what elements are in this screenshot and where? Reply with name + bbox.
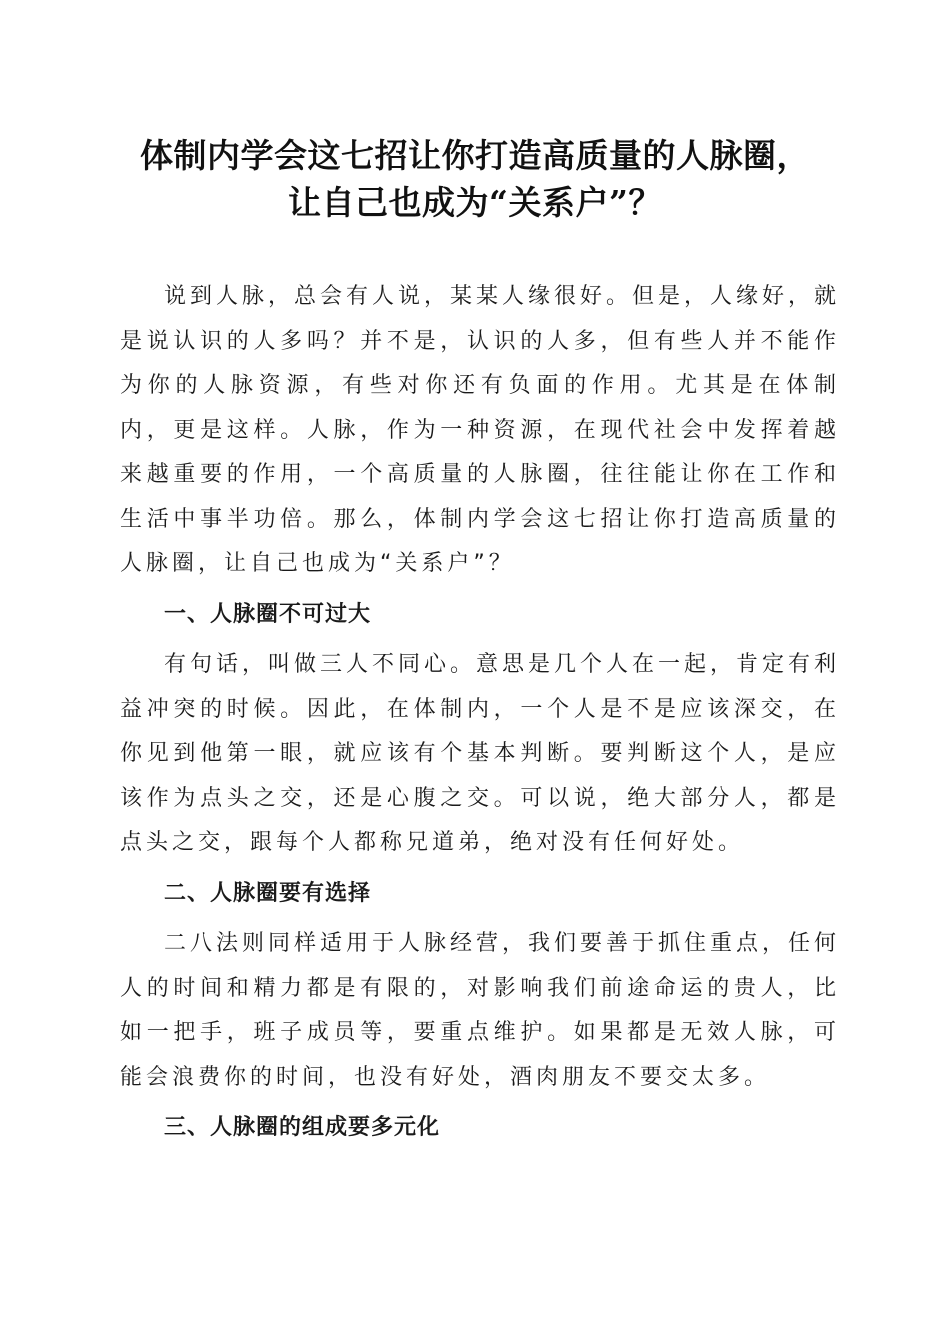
title-line-2: 让自己也成为“关系户”？ (288, 183, 662, 222)
section-paragraph-1: 有句话，叫做三人不同心。意思是几个人在一起，肯定有利益冲突的时候。因此，在体制内，一个人是不是应该深交，在你见到他第一眼，就应该有个基本判断。要判断这个人，是应该作为点头之交，还是心腹之交。可以说，绝大部分人，都是点头之交，跟每个人都称兄道弟，绝对没有任何好处。 (120, 652, 841, 855)
section-heading-3: 三、人脉圈的组成要多元化 (164, 1115, 441, 1140)
section-heading-1: 一、人脉圈不可过大 (164, 601, 372, 627)
section-heading-2: 二、人脉圈要有选择 (164, 880, 372, 906)
section-paragraph-2: 二八法则同样适用于人脉经营，我们要善于抓住重点，任何人的时间和精力都是有限的，对影响我们前途命运的贵人，比如一把手，班子成员等，要重点维护。如果都是无效人脉，可能会浪费你的时间，也没有好处，酒肉朋友不要交太多。 (120, 931, 841, 1090)
intro-paragraph: 说到人脉，总会有人说，某某人缘很好。但是，人缘好，就是说认识的人多吗？并不是，认识的人多，但有些人并不能作为你的人脉资源，有些对你还有负面的作用。尤其是在体制内，更是这样。人脉，作为一种资源，在现代社会中发挥着越来越重要的作用，一个高质量的人脉圈，往往能让你在工作和生活中事半功倍。那么，体制内学会这七招让你打造高质量的人脉圈，让自己也成为“关系户”？ (120, 284, 841, 576)
document-body (120, 275, 840, 1151)
document-title (0, 132, 950, 226)
title-line-1: 体制内学会这七招让你打造高质量的人脉圈， (140, 136, 810, 175)
